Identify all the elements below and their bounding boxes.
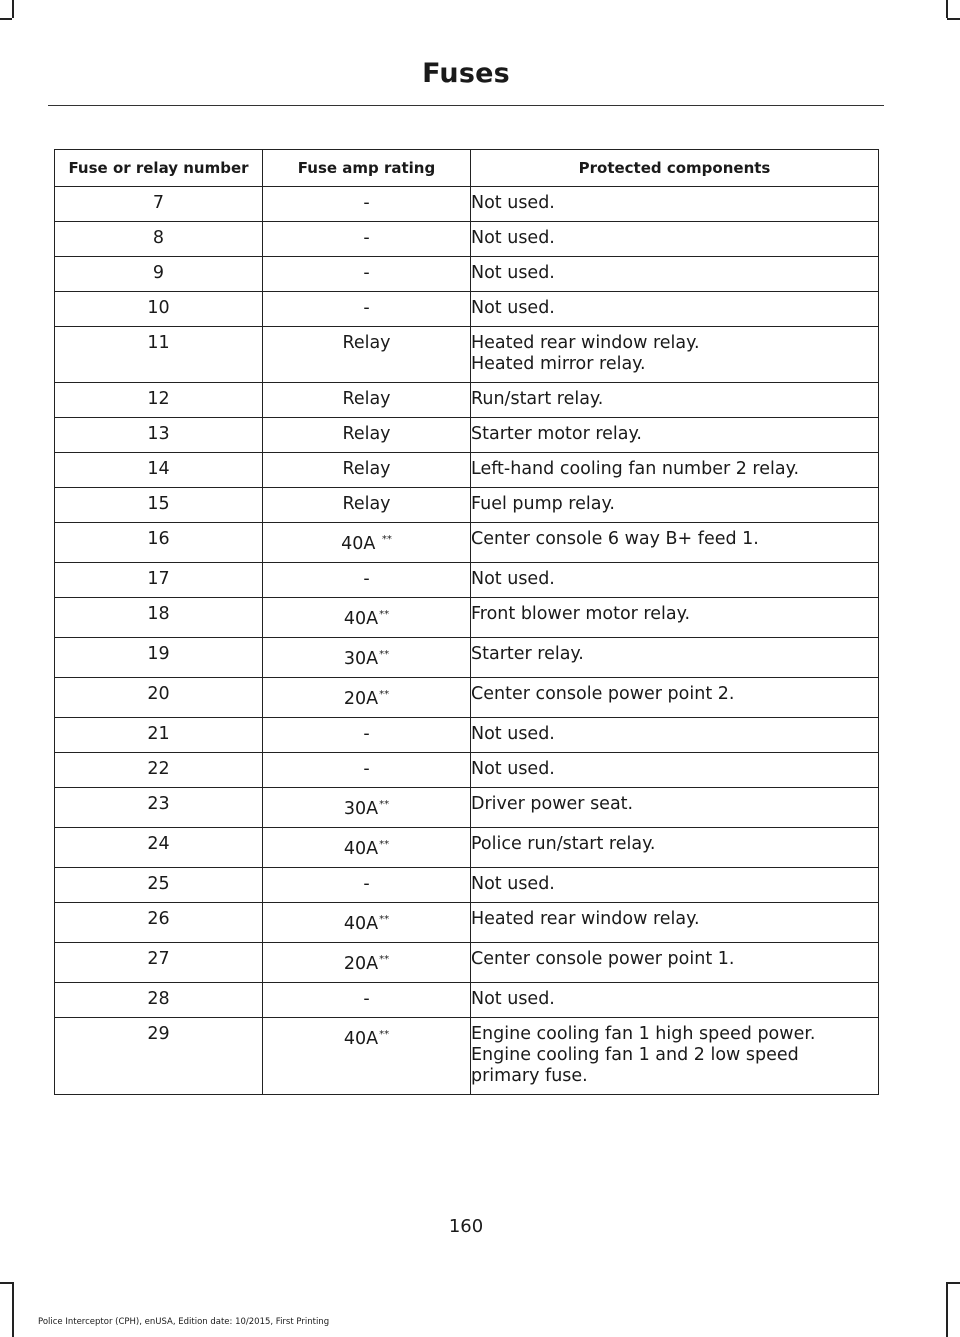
crop-mark [947, 1282, 960, 1284]
table-row [55, 418, 879, 453]
fuse-amp-rating [263, 523, 471, 563]
table-row [55, 383, 879, 418]
component-line: Driver power seat. [471, 794, 634, 814]
fuse-number: 17 [55, 563, 263, 598]
fuse-table [54, 149, 879, 1095]
table-row [55, 718, 879, 753]
footnote-marker: ** [379, 1029, 390, 1040]
fuse-number: 9 [55, 257, 263, 292]
crop-mark [946, 1282, 948, 1337]
table-row [55, 598, 879, 638]
component-line: Front blower motor relay. [471, 604, 691, 624]
table-row [55, 678, 879, 718]
crop-mark [0, 18, 12, 20]
protected-components [471, 563, 879, 598]
amp-value: Relay [342, 459, 391, 479]
amp-value: 40A [343, 914, 379, 934]
fuse-amp-rating [263, 598, 471, 638]
amp-value: Relay [342, 389, 391, 409]
fuse-amp-rating [263, 327, 471, 383]
page-number: 160 [448, 1216, 484, 1237]
protected-components [471, 187, 879, 222]
amp-value: - [363, 263, 370, 283]
protected-components [471, 788, 879, 828]
component-line: Not used. [471, 989, 555, 1009]
fuse-number: 26 [55, 903, 263, 943]
table-row [55, 1018, 879, 1095]
protected-components [471, 678, 879, 718]
fuse-table-body [55, 187, 879, 1095]
table-row [55, 488, 879, 523]
fuse-amp-rating [263, 257, 471, 292]
component-line: Heated rear window relay. [471, 909, 700, 929]
amp-value: 20A [343, 689, 379, 709]
component-line: Not used. [471, 298, 555, 318]
fuse-number: 14 [55, 453, 263, 488]
protected-components [471, 453, 879, 488]
crop-mark [12, 1282, 14, 1337]
table-header-row [55, 150, 879, 187]
fuse-number: 24 [55, 828, 263, 868]
column-header-number: Fuse or relay number [55, 150, 263, 187]
fuse-amp-rating [263, 718, 471, 753]
component-line: Heated mirror relay. [471, 354, 646, 374]
protected-components [471, 638, 879, 678]
component-line: Not used. [471, 193, 555, 213]
footnote-marker: ** [379, 914, 390, 925]
table-row [55, 327, 879, 383]
fuse-amp-rating [263, 678, 471, 718]
component-line: Heated rear window relay. [471, 333, 700, 353]
edition-footer: Police Interceptor (CPH), enUSA, Edition date: 10/2015, First Printing [38, 1317, 330, 1327]
table-row [55, 788, 879, 828]
footnote-marker: ** [379, 689, 390, 700]
fuse-amp-rating [263, 222, 471, 257]
fuse-amp-rating [263, 983, 471, 1018]
amp-value: - [363, 228, 370, 248]
fuse-amp-rating [263, 903, 471, 943]
fuse-number: 11 [55, 327, 263, 383]
component-line: Not used. [471, 228, 555, 248]
protected-components [471, 1018, 879, 1095]
protected-components [471, 828, 879, 868]
component-line: Not used. [471, 724, 555, 744]
component-line: Not used. [471, 874, 555, 894]
protected-components [471, 868, 879, 903]
protected-components [471, 292, 879, 327]
fuse-amp-rating [263, 563, 471, 598]
amp-value: Relay [342, 494, 391, 514]
component-line: Not used. [471, 263, 555, 283]
amp-value: - [363, 724, 370, 744]
amp-value: Relay [342, 424, 391, 444]
table-row [55, 257, 879, 292]
footnote-marker: ** [379, 609, 390, 620]
fuse-amp-rating [263, 292, 471, 327]
crop-mark [947, 18, 960, 20]
protected-components [471, 523, 879, 563]
crop-mark [12, 0, 14, 18]
fuse-number: 25 [55, 868, 263, 903]
table-row [55, 868, 879, 903]
protected-components [471, 943, 879, 983]
protected-components [471, 222, 879, 257]
table-row [55, 563, 879, 598]
table-row [55, 903, 879, 943]
amp-value: - [363, 759, 370, 779]
amp-value: - [363, 989, 370, 1009]
footnote-marker: ** [379, 799, 390, 810]
page-title: Fuses [422, 58, 510, 89]
amp-value: - [363, 874, 370, 894]
amp-value: Relay [342, 333, 391, 353]
component-line: Left-hand cooling fan number 2 relay. [471, 459, 800, 479]
fuse-number: 29 [55, 1018, 263, 1095]
fuse-number: 8 [55, 222, 263, 257]
footnote-marker: ** [379, 954, 390, 965]
amp-value: - [363, 569, 370, 589]
fuse-number: 15 [55, 488, 263, 523]
table-row [55, 828, 879, 868]
fuse-amp-rating [263, 453, 471, 488]
table-row [55, 753, 879, 788]
fuse-number: 13 [55, 418, 263, 453]
footnote-marker: ** [379, 649, 390, 660]
fuse-number: 10 [55, 292, 263, 327]
component-line: Police run/start relay. [471, 834, 656, 854]
component-line: Center console power point 2. [471, 684, 735, 704]
table-row [55, 292, 879, 327]
fuse-amp-rating [263, 828, 471, 868]
table-row [55, 222, 879, 257]
protected-components [471, 983, 879, 1018]
fuse-number: 19 [55, 638, 263, 678]
footnote-marker: ** [381, 534, 392, 545]
table-row [55, 638, 879, 678]
amp-value: 40A [343, 1029, 379, 1049]
table-row [55, 523, 879, 563]
component-line: Not used. [471, 569, 555, 589]
crop-mark [0, 1282, 12, 1284]
amp-value: 40A [343, 839, 379, 859]
fuse-number: 18 [55, 598, 263, 638]
amp-value: - [363, 193, 370, 213]
component-line: Engine cooling fan 1 and 2 low speed [471, 1045, 799, 1065]
protected-components [471, 718, 879, 753]
protected-components [471, 257, 879, 292]
fuse-number: 7 [55, 187, 263, 222]
fuse-amp-rating [263, 868, 471, 903]
table-row [55, 983, 879, 1018]
amp-value: 40A [343, 609, 379, 629]
component-line: Center console 6 way B+ feed 1. [471, 529, 759, 549]
component-line: Not used. [471, 759, 555, 779]
component-line: Fuel pump relay. [471, 494, 615, 514]
amp-value: 40A [341, 534, 381, 554]
table-row [55, 943, 879, 983]
fuse-amp-rating [263, 383, 471, 418]
fuse-amp-rating [263, 638, 471, 678]
protected-components [471, 488, 879, 523]
fuse-amp-rating [263, 488, 471, 523]
fuse-amp-rating [263, 1018, 471, 1095]
amp-value: - [363, 298, 370, 318]
table-row [55, 187, 879, 222]
protected-components [471, 753, 879, 788]
amp-value: 30A [343, 649, 379, 669]
fuse-amp-rating [263, 418, 471, 453]
component-line: Starter relay. [471, 644, 584, 664]
fuse-number: 22 [55, 753, 263, 788]
fuse-number: 27 [55, 943, 263, 983]
table-row [55, 453, 879, 488]
protected-components [471, 903, 879, 943]
fuse-amp-rating [263, 187, 471, 222]
fuse-number: 28 [55, 983, 263, 1018]
fuse-amp-rating [263, 788, 471, 828]
fuse-number: 16 [55, 523, 263, 563]
protected-components [471, 598, 879, 638]
footnote-marker: ** [379, 839, 390, 850]
fuse-number: 20 [55, 678, 263, 718]
amp-value: 20A [343, 954, 379, 974]
component-line: Engine cooling fan 1 high speed power. [471, 1024, 816, 1044]
column-header-components: Protected components [471, 150, 879, 187]
protected-components [471, 383, 879, 418]
header-rule [48, 105, 884, 106]
crop-mark [946, 0, 948, 18]
column-header-amp: Fuse amp rating [263, 150, 471, 187]
fuse-number: 12 [55, 383, 263, 418]
component-line: Center console power point 1. [471, 949, 735, 969]
component-line: Run/start relay. [471, 389, 604, 409]
fuse-amp-rating [263, 753, 471, 788]
protected-components [471, 327, 879, 383]
component-line: Starter motor relay. [471, 424, 642, 444]
fuse-number: 21 [55, 718, 263, 753]
amp-value: 30A [343, 799, 379, 819]
protected-components [471, 418, 879, 453]
fuse-amp-rating [263, 943, 471, 983]
fuse-number: 23 [55, 788, 263, 828]
component-line: primary fuse. [471, 1066, 588, 1086]
